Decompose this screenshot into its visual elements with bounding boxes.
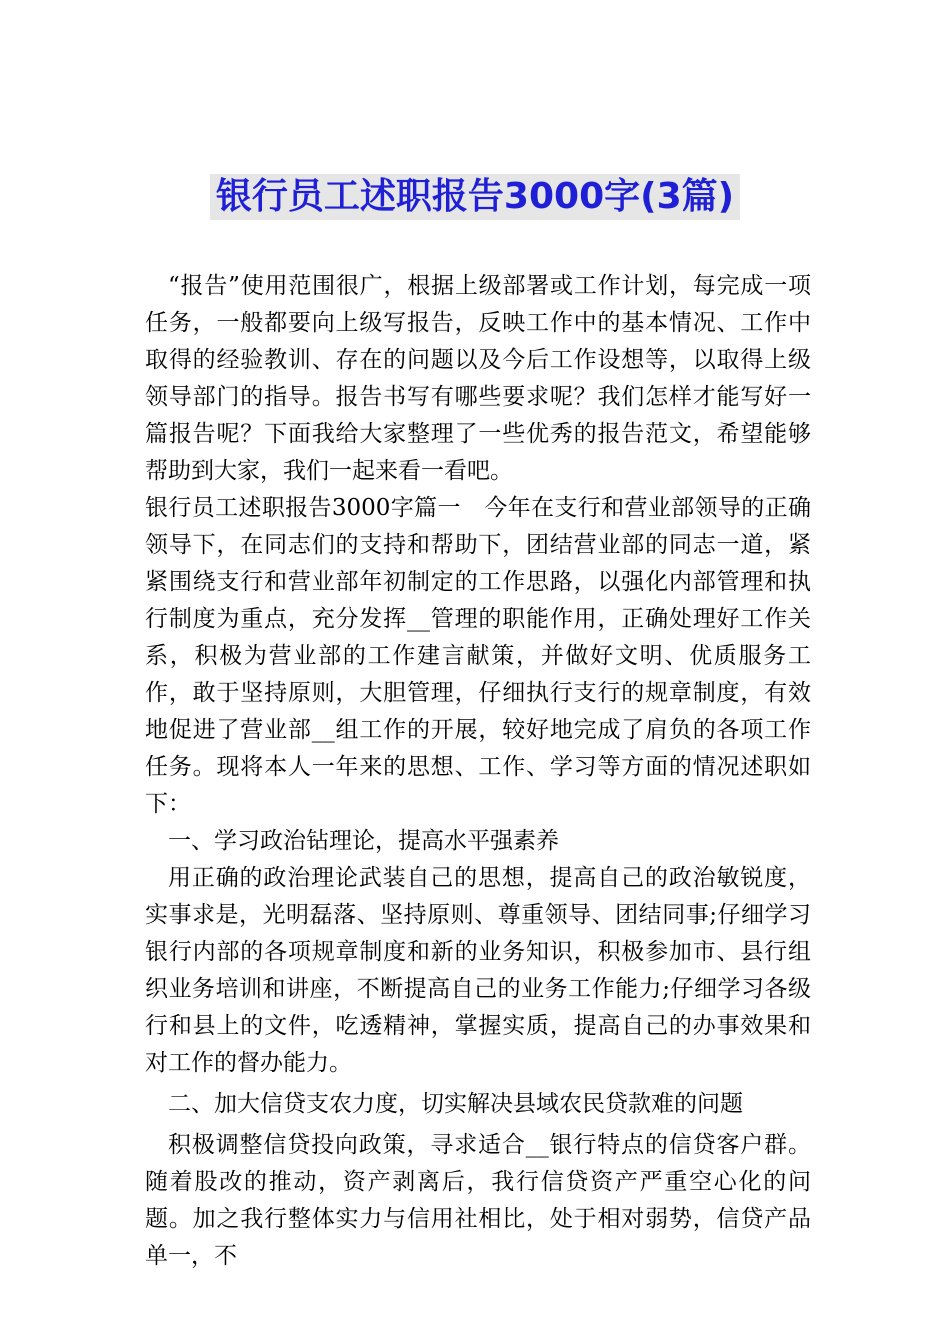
paragraph-credit-policy: 积极调整信贷投向政策，寻求适合__银行特点的信贷客户群。随着股改的推动，资产剥离后，我行信贷资产严重空心化的问题。加之我行整体实力与信用社相比，处于相对弱势，信贷产品单一，不 [145,1132,811,1269]
paragraph-study-politics: 用正确的政治理论武装自己的思想，提高自己的政治敏锐度，实事求是，光明磊落、坚持原则、尊重领导、团结同事;仔细学习银行内部的各项规章制度和新的业务知识，积极参加市、县行组织业务培训和讲座，不断提高自己的业务工作能力;仔细学习各级行和县上的文件，吃透精神，掌握实质，提高自己的办事效果和对工作的督办能力。 [145,865,811,1076]
heading-two: 二、加大信贷支农力度，切实解决县域农民贷款难的问题 [168,1091,743,1117]
section-one-intro-paragraph: 银行员工述职报告3000字篇一 今年在支行和营业部领导的正确领导下，在同志们的支持和帮助下，团结营业部的同志一道，紧紧围绕支行和营业部年初制定的工作思路，以强化内部管理和执行制度为重点，充分发挥__管理的职能作用，正确处理好工作关系，积极为营业部的工作建言献策，并做好文明、优质服务工作，敢于坚持原则，大胆管理，仔细执行支行的规章制度，有效地促进了营业部__组工作的开展，较好地完成了肩负的各项工作任务。现将本人一年来的思想、工作、学习等方面的情况述职如下： [145,495,811,817]
intro-paragraph: “报告”使用范围很广，根据上级部署或工作计划，每完成一项任务，一般都要向上级写报告，反映工作中的基本情况、工作中取得的经验教训、存在的问题以及今后工作设想等，以取得上级领导部门的指导。报告书写有哪些要求呢？我们怎样才能写好一篇报告呢？下面我给大家整理了一些优秀的报告范文，希望能够帮助到大家，我们一起来看一看吧。 [145,273,811,484]
heading-one: 一、学习政治钻理论，提高水平强素养 [168,828,559,854]
title-container [0,174,950,220]
document-body [145,268,811,1275]
document-title: 银行员工述职报告3000字(3篇) [210,174,740,220]
